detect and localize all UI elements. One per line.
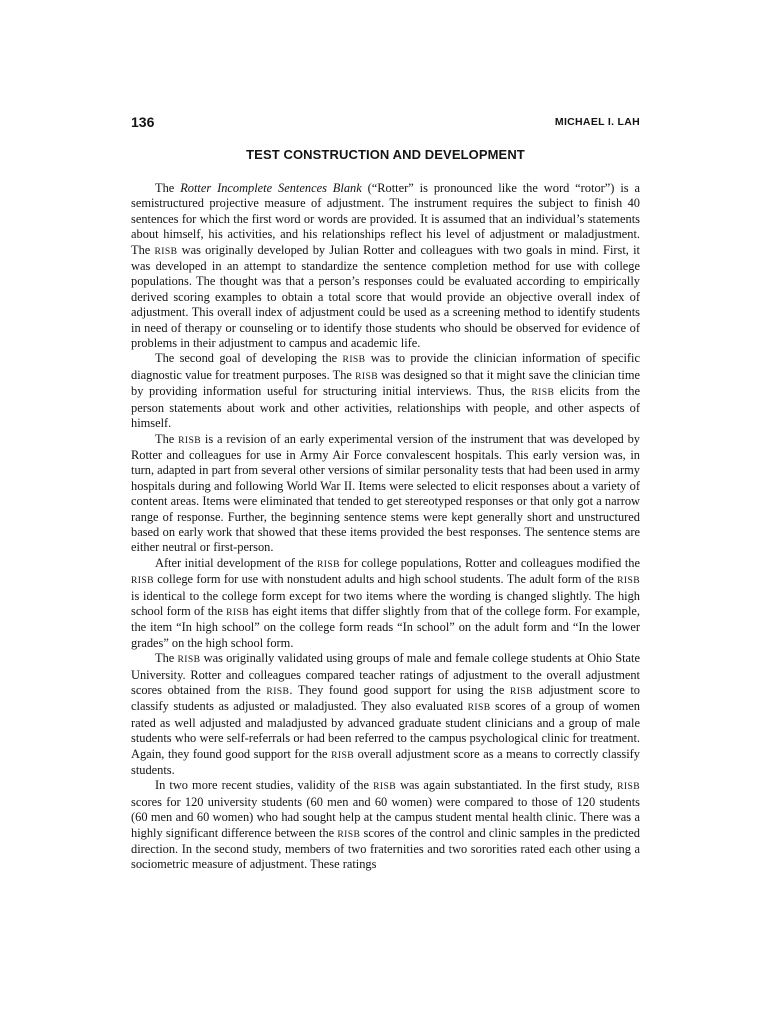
section-heading: TEST CONSTRUCTION AND DEVELOPMENT	[246, 147, 525, 162]
acronym: RISB	[617, 781, 640, 793]
text-run: The second goal of developing the	[155, 351, 343, 366]
acronym: RISB	[178, 434, 202, 446]
text-run: After initial development of the	[155, 555, 317, 570]
text-run: was designed so that it might save the clinician time by providing information useful for structuring initial interviews. Thus, the	[131, 367, 640, 399]
body-text	[131, 181, 640, 873]
text-run: scores for 120 university students (60 men and 60 women) were compared to those of 120 students (60 men and 60 women) who had sought help at the campus student mental health clinic. There was a highly significant difference between the	[131, 794, 640, 840]
text-run: elicits from the person statements about work and other activities, relationships with people, and other aspects of himself.	[131, 384, 641, 431]
text-run: is identical to the college form except for two items where the wording is changed slightly. The high school form of the	[131, 588, 640, 618]
text-run: was originally validated using groups of male and female college students at Ohio State University. Rotter and colleagues compared teacher ratings of adjustment to the overall adjustment scores obtained from the	[131, 651, 640, 697]
text-run: was to provide the clinician information of specific diagnostic value for treatment purposes. The	[131, 351, 641, 382]
text-run: is a revision of an early experimental version of the instrument that was developed by Rotter and colleagues for use in Army Air Force convalescent hospitals. This early version was, in turn, adapted in part from several other versions of similar personality tests that had been used in army hospitals during and following World War II. Items were selected to elicit responses about a variety of content areas. Items were eliminated that tended to get stereotyped responses or that only got a narrow range of response. Further, the beginning sentence stems were kept generally short and unstructured based on early work that showed that these items provided the best responses. The sentence stems are either neutral or first-person.	[131, 431, 640, 555]
running-head-author: MICHAEL I. LAH	[554, 116, 640, 128]
paragraph	[131, 351, 640, 431]
paragraph	[131, 432, 640, 556]
acronym: RISB	[531, 387, 555, 399]
acronym: RISB	[131, 575, 154, 587]
acronym: RISB	[337, 828, 361, 840]
acronym: RISB	[355, 370, 378, 382]
running-head	[131, 114, 640, 132]
acronym: RISB	[331, 749, 355, 761]
text-run: The	[155, 181, 181, 195]
paragraph	[131, 181, 640, 351]
acronym: RISB	[467, 702, 491, 714]
acronym: RISB	[226, 606, 250, 618]
text-run: adjustment score to classify students as adjusted or maladjusted. They also evaluated	[131, 683, 640, 714]
acronym: RISB	[617, 575, 640, 587]
acronym: RISB	[316, 558, 340, 570]
paragraph	[131, 778, 640, 872]
text-run: The	[155, 431, 179, 446]
acronym: RISB	[154, 245, 178, 257]
text-run: The	[155, 651, 178, 666]
acronym: RISB	[510, 686, 533, 697]
text-run: was originally developed by Julian Rotter and colleagues with two goals in mind. First, it was developed in an attempt to standardize the sentence completion method for use with college populations. The thought was that a person’s responses could be evaluated according to empirically derived scoring examples to obtain a total score that would provide an objective overall index of adjustment. This overall index of adjustment could be used as a screening method to identify students in need of therapy or counseling or to identify those students who should be observed for evidence of problems in their adjustment to campus and academic life.	[131, 242, 640, 351]
text-run: for college populations, Rotter and colleagues modified the	[339, 555, 640, 570]
acronym: RISB	[266, 686, 290, 697]
text-run: scores of a group of women rated as well adjusted and maladjusted by advanced graduate student clinicians and a group of male students who were self-referrals or had been referred to the campus psychological clinic for treatment. Again, they found good support for the	[131, 699, 641, 761]
italic-title: Rotter Incomplete Sentences Blank	[180, 181, 362, 195]
text-run: scores of the control and clinic samples in the predicted direction. In the second study, members of two fraternities and two sororities rated each other using a sociometric measure of adjustment. These ratings	[131, 825, 640, 872]
paragraph	[131, 556, 640, 651]
text-run: overall adjustment score as a means to correctly classify students.	[131, 746, 640, 778]
text-run: In two more recent studies, validity of the	[155, 778, 374, 793]
text-run: . They found good support for using the	[289, 683, 511, 697]
acronym: RISB	[342, 354, 366, 366]
text-run: has eight items that differ slightly from that of the college form. For example, the item “In high school” on the college form reads “In school” on the adult form and “In the lower grades” on the high school form.	[131, 603, 640, 650]
text-run: college form for use with nonstudent adults and high school students. The adult form of the	[153, 572, 618, 587]
page-number: 136	[131, 114, 155, 130]
paragraph	[131, 651, 640, 778]
acronym: RISB	[177, 654, 201, 666]
acronym: RISB	[373, 781, 396, 793]
text-run: was again substantiated. In the first study,	[396, 778, 618, 793]
text-run: (“Rotter” is pronounced like the word “rotor”) is a semistructured projective measure of adjustment. The instrument requires the subject to finish 40 sentences for which the first word or words are provided. It is assumed that an individual’s statements about himself, his activities, and his relationships reflect his level of adjustment or maladjustment. The	[131, 181, 640, 257]
